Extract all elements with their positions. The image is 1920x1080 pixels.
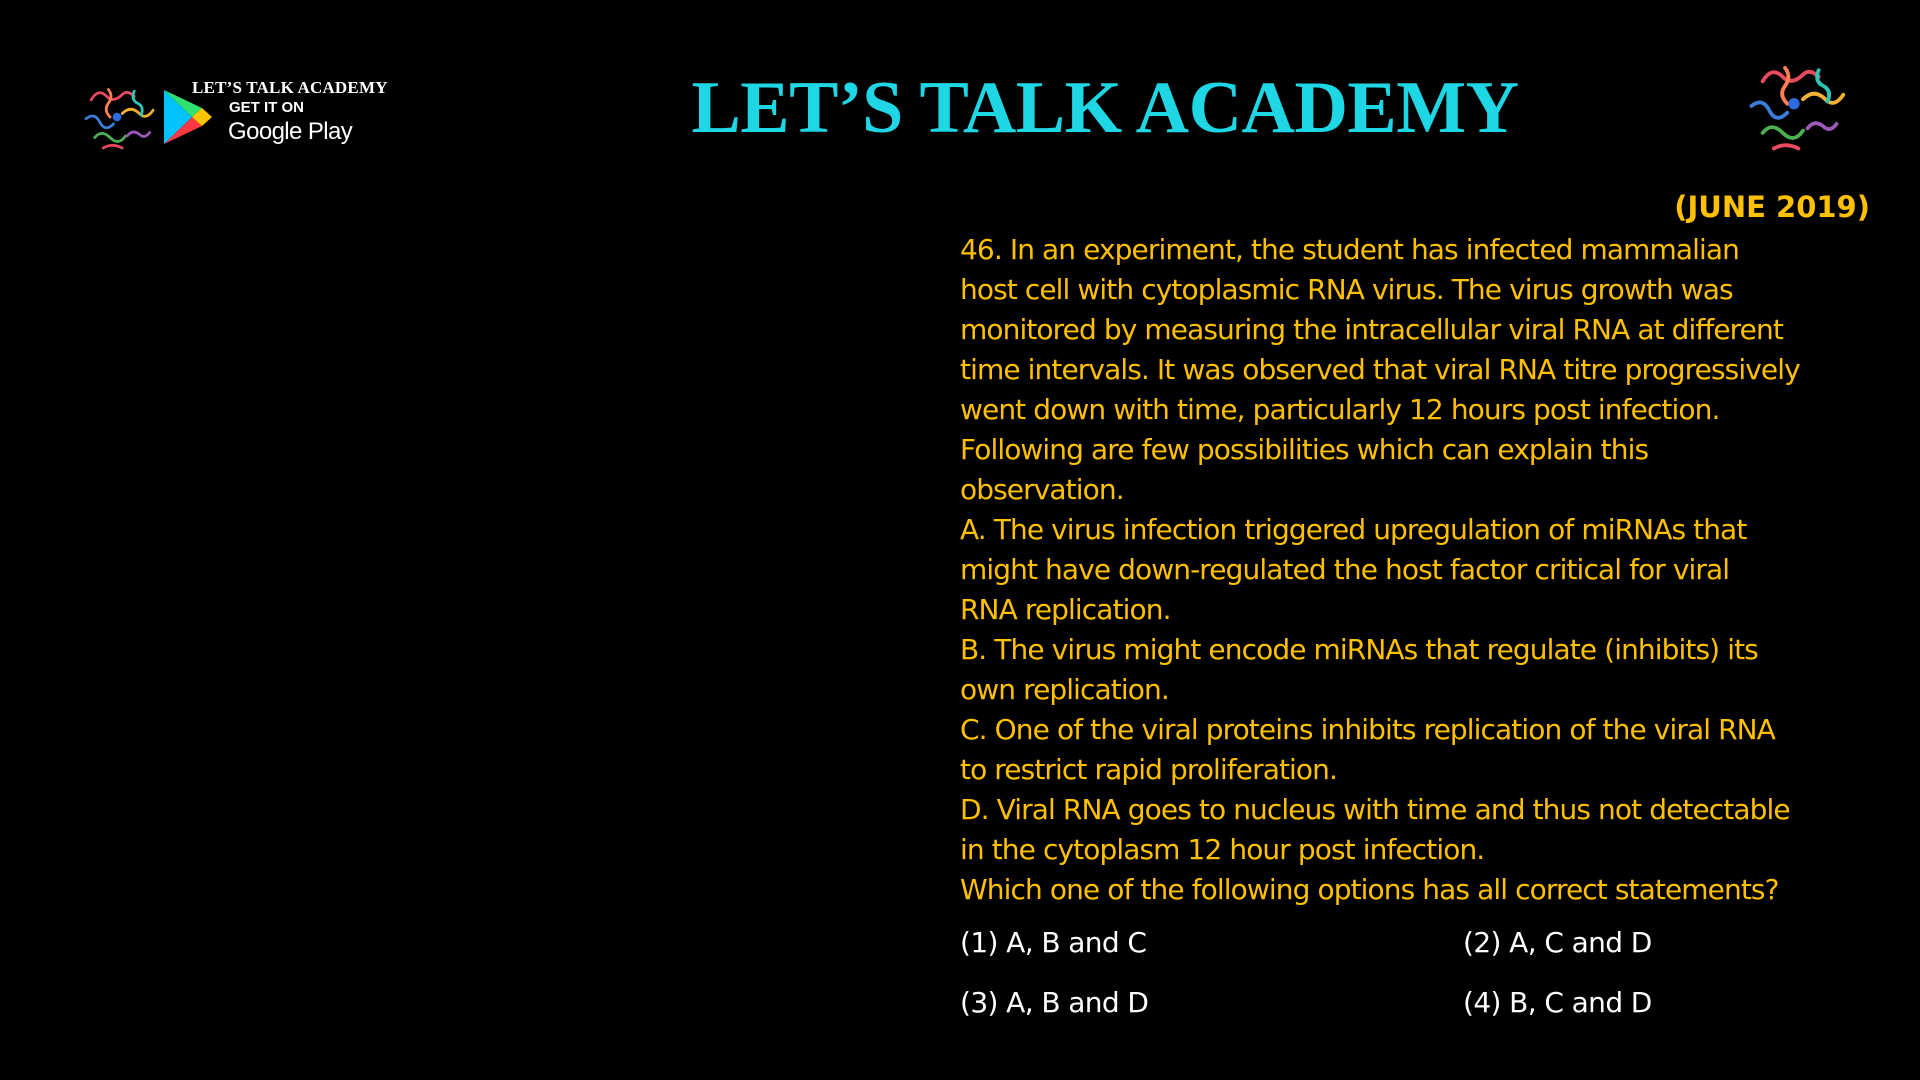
answer-option-1[interactable]: (1) A, B and C <box>960 926 1147 959</box>
question-line: 46. In an experiment, the student has infected mammalian <box>960 233 1740 266</box>
question-prompt-line: Which one of the following options has all correct statements? <box>960 873 1779 906</box>
answer-option-2[interactable]: (2) A, C and D <box>1463 926 1652 959</box>
exam-session-tag: (JUNE 2019) <box>1674 190 1870 224</box>
question-line: observation. <box>960 473 1124 506</box>
question-line: monitored by measuring the intracellular viral RNA at different <box>960 313 1783 346</box>
statement-b-line: own replication. <box>960 673 1169 706</box>
page-title: LET’S TALK ACADEMY <box>691 67 1519 149</box>
badge-store-name: Google Play <box>228 118 353 145</box>
statement-a-line: A. The virus infection triggered upregulation of miRNAs that <box>960 513 1747 546</box>
question-line: host cell with cytoplasmic RNA virus. The virus growth was <box>960 273 1733 306</box>
statement-c-line: to restrict rapid proliferation. <box>960 753 1338 786</box>
question-line: went down with time, particularly 12 hours post infection. <box>960 393 1720 426</box>
google-play-badge[interactable] <box>162 78 412 150</box>
statement-a-line: RNA replication. <box>960 593 1171 626</box>
question-text <box>960 230 1900 910</box>
question-line: Following are few possibilities which can explain this <box>960 433 1649 466</box>
protein-logo-left-icon <box>74 74 160 160</box>
statement-c-line: C. One of the viral proteins inhibits replication of the viral RNA <box>960 713 1775 746</box>
badge-get-it-on-text: GET IT ON <box>229 99 304 116</box>
statement-d-line: D. Viral RNA goes to nucleus with time and thus not detectable <box>960 793 1790 826</box>
protein-logo-right-icon <box>1738 50 1850 162</box>
answer-option-4[interactable]: (4) B, C and D <box>1463 986 1652 1019</box>
answer-option-3[interactable]: (3) A, B and D <box>960 986 1149 1019</box>
statement-b-line: B. The virus might encode miRNAs that regulate (inhibits) its <box>960 633 1758 666</box>
question-line: time intervals. It was observed that viral RNA titre progressively <box>960 353 1800 386</box>
badge-brand-text: LET’S TALK ACADEMY <box>192 78 388 97</box>
statement-d-line: in the cytoplasm 12 hour post infection. <box>960 833 1485 866</box>
statement-a-line: might have down-regulated the host factor critical for viral <box>960 553 1730 586</box>
